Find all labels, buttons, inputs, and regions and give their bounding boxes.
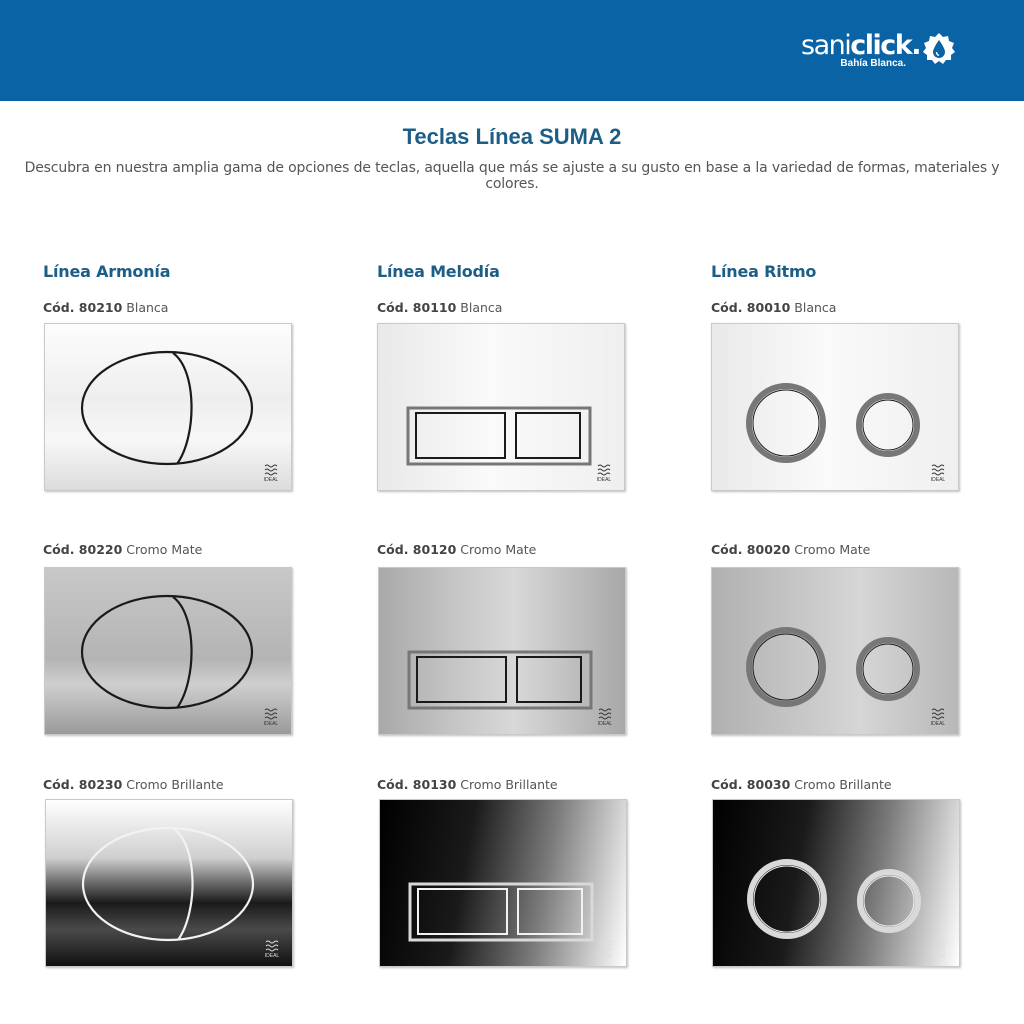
dual-flush-oval-button[interactable] — [82, 352, 252, 464]
product-code-80130: Cód. 80130 Cromo Brillante — [377, 777, 558, 792]
water-drop-icon — [922, 32, 956, 66]
ideal-logo-icon — [597, 465, 612, 483]
ideal-brand-text: IDEAL — [263, 477, 279, 483]
small-flush-button[interactable] — [859, 640, 917, 698]
flush-plate-80120[interactable] — [378, 567, 626, 735]
ideal-brand-text: IDEAL — [931, 953, 947, 959]
logo-name-bold: click. — [850, 30, 920, 61]
plate-buttons — [380, 800, 628, 968]
product-code-80030: Cód. 80030 Cromo Brillante — [711, 777, 892, 792]
plate-buttons — [713, 800, 961, 968]
plate-buttons — [712, 568, 960, 736]
ideal-logo-icon — [931, 709, 946, 727]
oval-split-line — [173, 597, 192, 708]
plate-buttons — [45, 324, 293, 492]
large-button-inner-ring — [754, 866, 820, 932]
ideal-logo-icon — [598, 709, 613, 727]
product-code-80110: Cód. 80110 Blanca — [377, 300, 503, 315]
ideal-brand-text: IDEAL — [597, 721, 613, 727]
product-code-80010: Cód. 80010 Blanca — [711, 300, 837, 315]
large-flush-button[interactable] — [750, 862, 824, 936]
dual-flush-oval-button[interactable] — [83, 828, 253, 940]
oval-split-line — [173, 353, 192, 464]
ideal-logo-icon — [265, 941, 280, 959]
plate-buttons — [379, 568, 627, 736]
large-flush-button[interactable] — [418, 889, 507, 934]
large-flush-button[interactable] — [417, 657, 506, 702]
button-frame — [408, 408, 590, 464]
large-flush-button[interactable] — [749, 386, 823, 460]
header-bar — [0, 0, 1024, 101]
ideal-brand-text: IDEAL — [596, 477, 612, 483]
flush-plate-80010[interactable] — [711, 323, 959, 491]
heading-linea-ritmo: Línea Ritmo — [711, 262, 817, 281]
large-button-inner-ring — [753, 390, 819, 456]
large-flush-button[interactable] — [416, 413, 505, 458]
product-code-80230: Cód. 80230 Cromo Brillante — [43, 777, 224, 792]
ideal-brand-text: IDEAL — [263, 721, 279, 727]
flush-plate-80020[interactable] — [711, 567, 959, 735]
ideal-logo-icon — [931, 465, 946, 483]
plate-buttons — [45, 568, 293, 736]
flush-plate-80030[interactable] — [712, 799, 960, 967]
small-button-inner-ring — [863, 400, 913, 450]
small-flush-button[interactable] — [860, 872, 918, 930]
ideal-logo-icon — [599, 941, 614, 959]
logo-tagline: Bahía Blanca. — [840, 58, 906, 69]
flush-plate-80130[interactable] — [379, 799, 627, 967]
flush-plate-80220[interactable] — [44, 567, 292, 735]
ideal-logo-icon — [264, 709, 279, 727]
ideal-brand-text: IDEAL — [930, 721, 946, 727]
page-subtitle: Descubra en nuestra amplia gama de opciones de teclas, aquella que más se ajuste a su gusto en base a la variedad de formas, materiales y colores. — [24, 160, 1000, 192]
large-button-inner-ring — [753, 634, 819, 700]
saniclick-logo[interactable] — [801, 32, 956, 72]
logo-name-light: sani — [801, 30, 851, 61]
page-title: Teclas Línea SUMA 2 — [402, 124, 622, 149]
ideal-brand-text: IDEAL — [930, 477, 946, 483]
ideal-logo-icon — [932, 941, 947, 959]
small-button-inner-ring — [864, 876, 914, 926]
ideal-brand-text: IDEAL — [598, 953, 614, 959]
small-button-inner-ring — [863, 644, 913, 694]
plate-buttons — [46, 800, 294, 968]
heading-linea-melodia: Línea Melodía — [377, 262, 500, 281]
flush-plate-80110[interactable] — [377, 323, 625, 491]
oval-split-line — [174, 829, 193, 940]
large-flush-button[interactable] — [749, 630, 823, 704]
product-code-80220: Cód. 80220 Cromo Mate — [43, 542, 203, 557]
small-flush-button[interactable] — [518, 889, 582, 934]
product-code-80120: Cód. 80120 Cromo Mate — [377, 542, 537, 557]
plate-buttons — [378, 324, 626, 492]
product-code-80020: Cód. 80020 Cromo Mate — [711, 542, 871, 557]
small-flush-button[interactable] — [517, 657, 581, 702]
flush-plate-80210[interactable] — [44, 323, 292, 491]
ideal-brand-text: IDEAL — [264, 953, 280, 959]
product-code-80210: Cód. 80210 Blanca — [43, 300, 169, 315]
ideal-logo-icon — [264, 465, 279, 483]
small-flush-button[interactable] — [516, 413, 580, 458]
heading-linea-armonia: Línea Armonía — [43, 262, 171, 281]
button-frame — [410, 884, 592, 940]
plate-buttons — [712, 324, 960, 492]
small-flush-button[interactable] — [859, 396, 917, 454]
dual-flush-oval-button[interactable] — [82, 596, 252, 708]
flush-plate-80230[interactable] — [45, 799, 293, 967]
button-frame — [409, 652, 591, 708]
